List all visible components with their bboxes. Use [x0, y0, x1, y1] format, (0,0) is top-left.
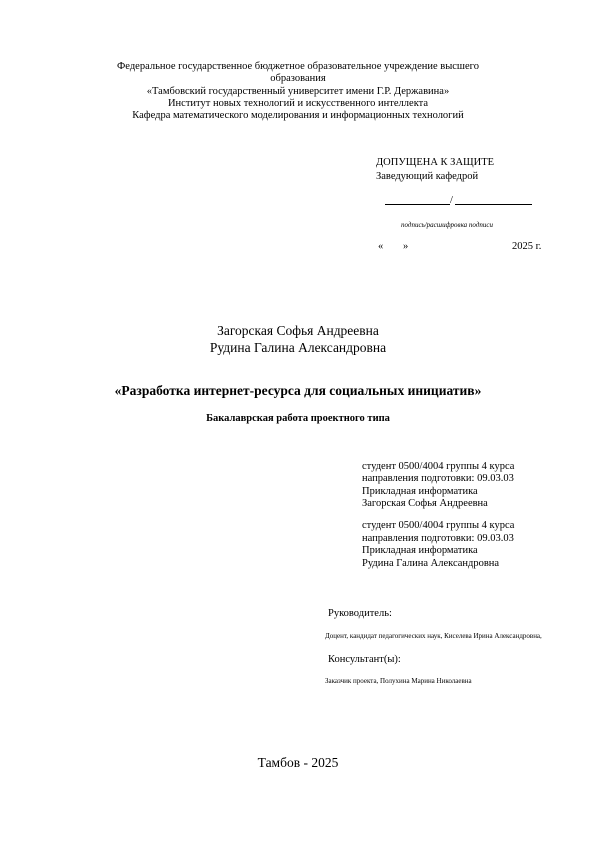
approval-title: ДОПУЩЕНА К ЗАЩИТЕ	[376, 157, 495, 168]
header-department: Кафедра математического моделирования и информационных технологий	[132, 110, 464, 121]
signature-line	[385, 204, 450, 205]
student2-direction: направления подготовки: 09.03.03	[362, 533, 514, 544]
author-2: Рудина Галина Александровна	[209, 340, 387, 355]
consultant-label: Консультант(ы):	[328, 654, 401, 665]
signature-decode-line	[455, 204, 532, 205]
date-quote-open: «	[378, 241, 384, 252]
city-year: Тамбов - 2025	[257, 755, 339, 770]
signature-slash: /	[450, 195, 453, 206]
work-title: «Разработка интернет-ресурса для социальных инициатив»	[114, 383, 482, 398]
student1-direction: направления подготовки: 09.03.03	[362, 473, 514, 484]
student2-name: Рудина Галина Александровна	[362, 558, 500, 569]
supervisor-label: Руководитель:	[328, 608, 392, 619]
student2-group: студент 0500/4004 группы 4 курса	[362, 520, 515, 531]
date-quote-close: »	[403, 241, 409, 252]
header-organization-line2: образования	[270, 73, 326, 84]
supervisor-name: Доцент, кандидат педагогических наук, Киселева Ирина Александровна,	[325, 632, 542, 640]
header-institute: Институт новых технологий и искусственного интеллекта	[167, 98, 429, 109]
header-organization-line1: Федеральное государственное бюджетное образовательное учреждение высшего	[117, 61, 479, 72]
student2-specialty: Прикладная информатика	[362, 545, 478, 556]
student1-name: Загорская Софья Андреевна	[362, 498, 488, 509]
author-1: Загорская Софья Андреевна	[217, 323, 379, 338]
header-university: «Тамбовский государственный университет имени Г.Р. Державина»	[146, 86, 450, 97]
student1-group: студент 0500/4004 группы 4 курса	[362, 461, 515, 472]
consultant-name: Заказчик проекта, Полухина Марина Николаевна	[325, 677, 472, 685]
signature-caption: подпись/расшифровка подписи	[401, 221, 493, 229]
date-year: 2025 г.	[512, 241, 542, 252]
student1-specialty: Прикладная информатика	[362, 486, 478, 497]
approval-role: Заведующий кафедрой	[376, 171, 479, 182]
work-type: Бакалаврская работа проектного типа	[206, 413, 390, 424]
